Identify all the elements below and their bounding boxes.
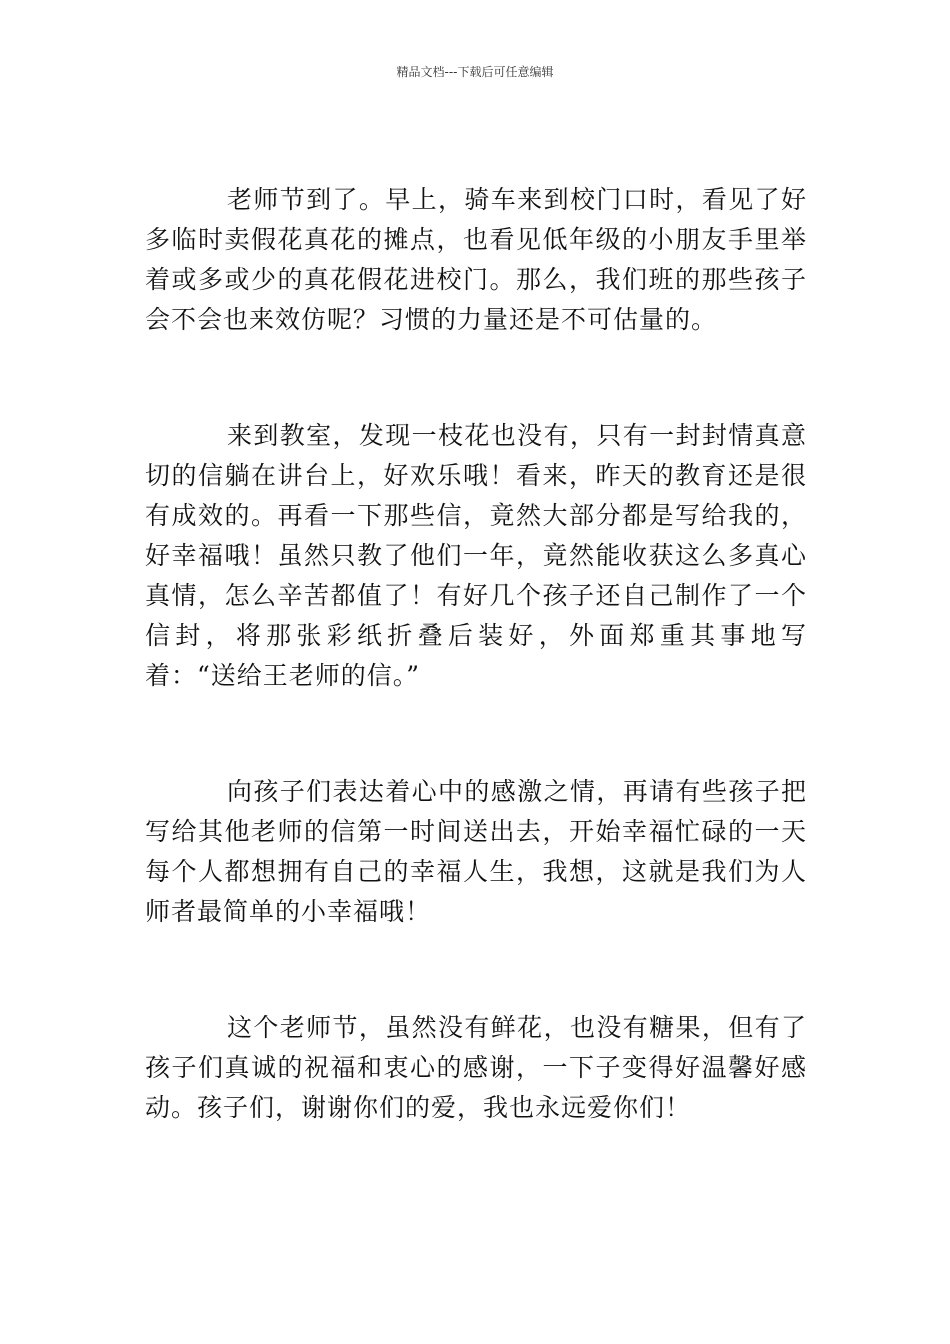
paragraph-3: 向孩子们表达着心中的感激之情，再请有些孩子把写给其他老师的信第一时间送出去，开始幸福忙碌的一天每个人都想拥有自己的幸福人生，我想，这就是我们为人师者最简单的小幸福哦！ [145,777,807,926]
paragraph-2: 来到教室，发现一枝花也没有，只有一封封情真意切的信躺在讲台上，好欢乐哦！看来，昨天的教育还是很有成效的。再看一下那些信，竟然大部分都是写给我的，好幸福哦！虽然只教了他们一年，竟然能收获这么多真心真情，怎么辛苦都值了！有好几个孩子还自己制作了一个信封，将那张彩纸折叠后装好，外面郑重其事地写着：“送给王老师的信。” [145,421,807,690]
document-body [145,180,807,1204]
paragraph-1: 老师节到了。早上，骑车来到校门口时，看见了好多临时卖假花真花的摊点，也看见低年级的小朋友手里举着或多或少的真花假花进校门。那么，我们班的那些孩子会不会也来效仿呢？习惯的力量还是不可估量的。 [145,185,807,334]
paragraph-4: 这个老师节，虽然没有鲜花，也没有糖果，但有了孩子们真诚的祝福和衷心的感谢，一下子变得好温馨好感动。孩子们，谢谢你们的爱，我也永远爱你们！ [145,1013,807,1122]
page-header: 精品文档---下载后可任意编辑 [396,65,554,79]
